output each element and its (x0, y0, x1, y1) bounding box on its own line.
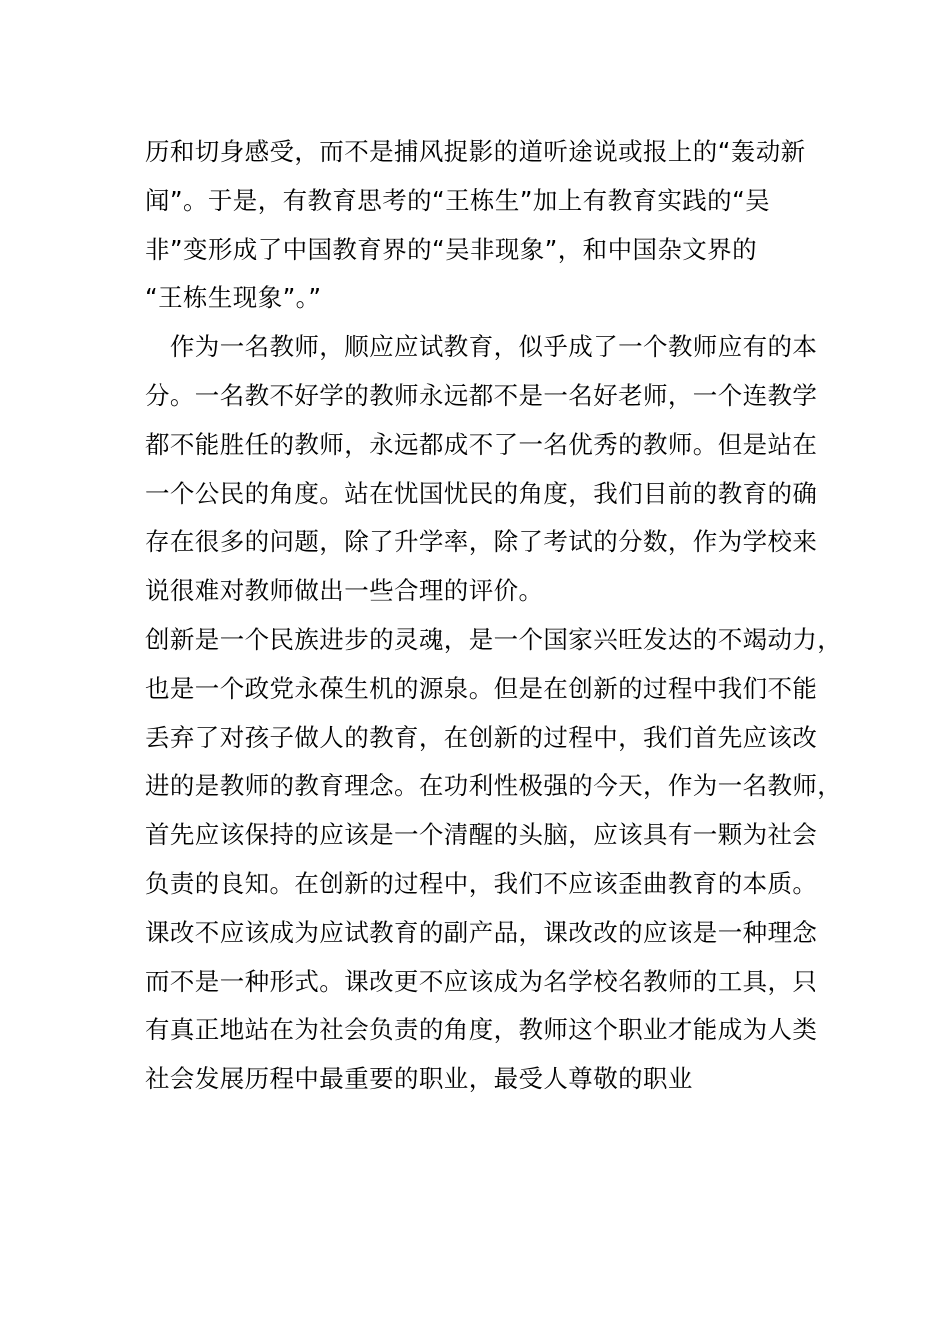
text-line: 创新是一个民族进步的灵魂，是一个国家兴旺发达的不竭动力， (145, 624, 843, 654)
text-line: 闻”。于是，有教育思考的“王栋生”加上有教育实践的“吴 (145, 185, 771, 215)
text-line: 首先应该保持的应该是一个清醒的头脑，应该具有一颗为社会 (145, 820, 818, 850)
text-line: 一个公民的角度。站在忧国忧民的角度，我们目前的教育的确 (145, 478, 818, 508)
text-line: 负责的良知。在创新的过程中，我们不应该歪曲教育的本质。 (145, 868, 818, 898)
text-line: 作为一名教师，顺应应试教育，似乎成了一个教师应有的本 (145, 332, 818, 362)
text-line: 存在很多的问题，除了升学率，除了考试的分数，作为学校来 (145, 527, 818, 557)
text-line: 进的是教师的教育理念。在功利性极强的今天，作为一名教师， (145, 771, 843, 801)
text-line: 也是一个政党永葆生机的源泉。但是在创新的过程中我们不能 (145, 673, 818, 703)
body-text (145, 128, 843, 1104)
text-line: 非”变形成了中国教育界的“吴非现象”，和中国杂文界的 (145, 234, 757, 264)
text-line: “王栋生现象”。” (145, 283, 322, 313)
text-line: 课改不应该成为应试教育的副产品，课改改的应该是一种理念 (145, 917, 818, 947)
text-line: 说很难对教师做出一些合理的评价。 (145, 576, 544, 606)
text-line: 而不是一种形式。课改更不应该成为名学校名教师的工具，只 (145, 966, 818, 996)
text-line: 都不能胜任的教师，永远都成不了一名优秀的教师。但是站在 (145, 429, 818, 459)
text-line: 分。一名教不好学的教师永远都不是一名好老师，一个连教学 (145, 380, 818, 410)
text-line: 丢弃了对孩子做人的教育，在创新的过程中，我们首先应该改 (145, 722, 818, 752)
text-line: 社会发展历程中最重要的职业，最受人尊敬的职业 (145, 1064, 693, 1094)
text-line: 有真正地站在为社会负责的角度，教师这个职业才能成为人类 (145, 1015, 818, 1045)
text-line: 历和切身感受，而不是捕风捉影的道听途说或报上的“轰动新 (145, 137, 806, 166)
